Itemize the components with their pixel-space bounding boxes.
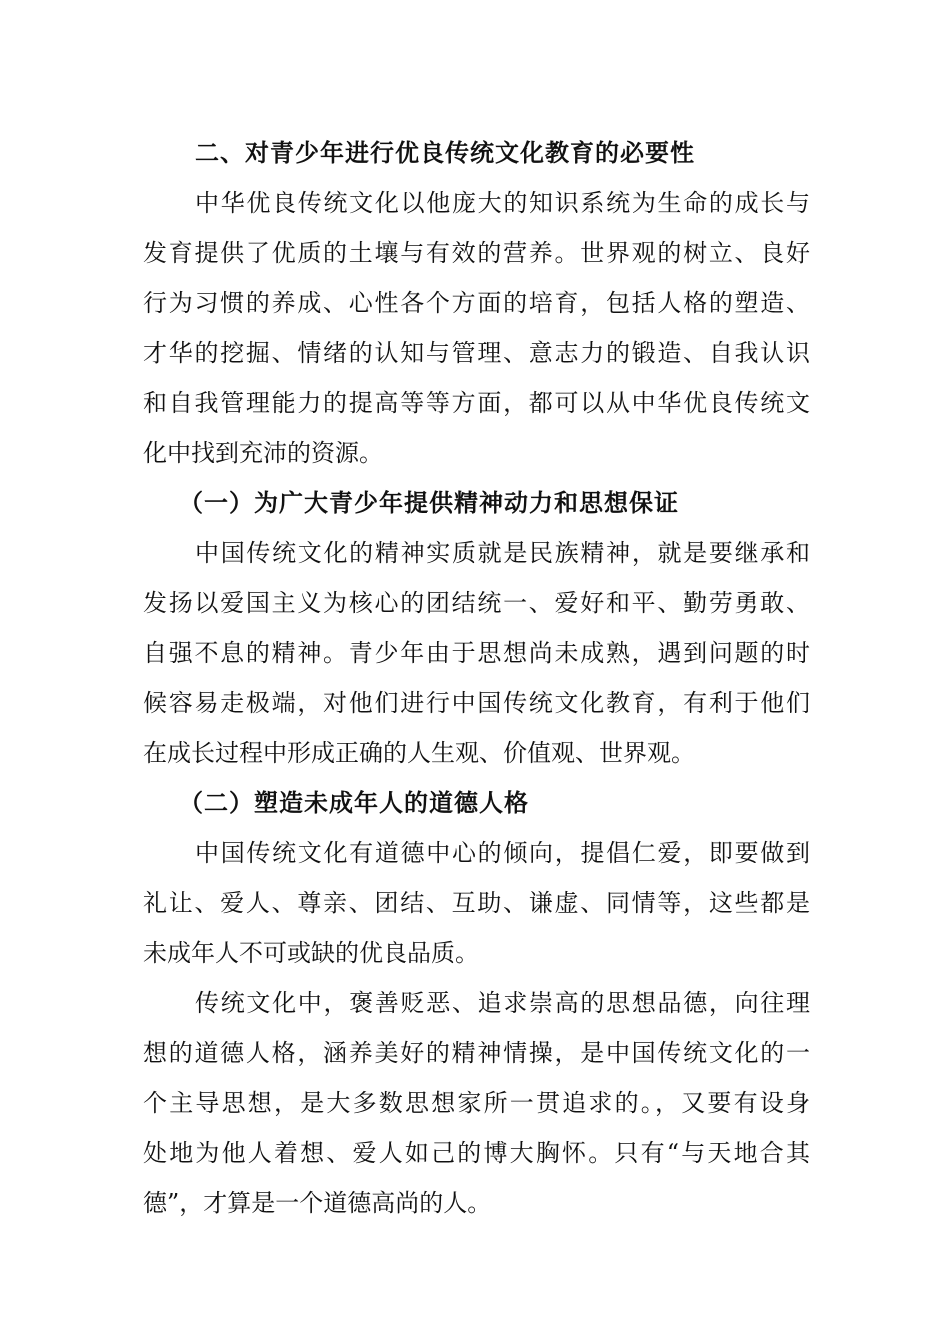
paragraph-line: 中国传统文化的精神实质就是民族精神，就是要继承和 <box>195 539 810 567</box>
paragraph-line: 发扬以爱国主义为核心的团结统一、爱好和平、勤劳勇敢、 <box>143 589 810 617</box>
paragraph-line: 在成长过程中形成正确的人生观、价值观、世界观。 <box>143 739 695 767</box>
paragraph-1 <box>143 178 810 478</box>
subsection-heading-2: （二）塑造未成年人的道德人格 <box>179 789 529 817</box>
section-heading: 二、对青少年进行优良传统文化教育的必要性 <box>195 139 695 167</box>
paragraph-line: 礼让、爱人、尊亲、团结、互助、谦虚、同情等，这些都是 <box>143 889 810 917</box>
paragraph-4 <box>143 978 810 1228</box>
paragraph-line: 和自我管理能力的提高等等方面，都可以从中华优良传统文 <box>143 389 810 417</box>
paragraph-3 <box>143 828 810 978</box>
paragraph-line: 中华优良传统文化以他庞大的知识系统为生命的成长与 <box>195 189 810 217</box>
paragraph-2 <box>143 528 810 778</box>
paragraph-line: 化中找到充沛的资源。 <box>143 439 383 467</box>
paragraph-line: 发育提供了优质的土壤与有效的营养。世界观的树立、良好 <box>143 239 810 267</box>
paragraph-line: 德”，才算是一个道德高尚的人。 <box>143 1189 492 1217</box>
paragraph-line: 传统文化中，褒善贬恶、追求崇高的思想品德，向往理 <box>195 989 810 1017</box>
paragraph-line: 处地为他人着想、爱人如己的博大胸怀。只有“与天地合其 <box>143 1139 810 1167</box>
paragraph-line: 未成年人不可或缺的优良品质。 <box>143 939 479 967</box>
paragraph-line: 中国传统文化有道德中心的倾向，提倡仁爱，即要做到 <box>195 839 810 867</box>
paragraph-line: 个主导思想，是大多数思想家所一贯追求的。，又要有设身 <box>143 1089 810 1117</box>
paragraph-line: 想的道德人格，涵养美好的精神情操，是中国传统文化的一 <box>143 1039 810 1067</box>
document-body <box>143 128 810 1228</box>
paragraph-line: 自强不息的精神。青少年由于思想尚未成熟，遇到问题的时 <box>143 639 810 667</box>
paragraph-line: 才华的挖掘、情绪的认知与管理、意志力的锻造、自我认识 <box>143 339 810 367</box>
paragraph-line: 候容易走极端，对他们进行中国传统文化教育，有利于他们 <box>143 689 810 717</box>
subsection-heading-1: （一）为广大青少年提供精神动力和思想保证 <box>179 489 679 517</box>
paragraph-line: 行为习惯的养成、心性各个方面的培育，包括人格的塑造、 <box>143 289 810 317</box>
